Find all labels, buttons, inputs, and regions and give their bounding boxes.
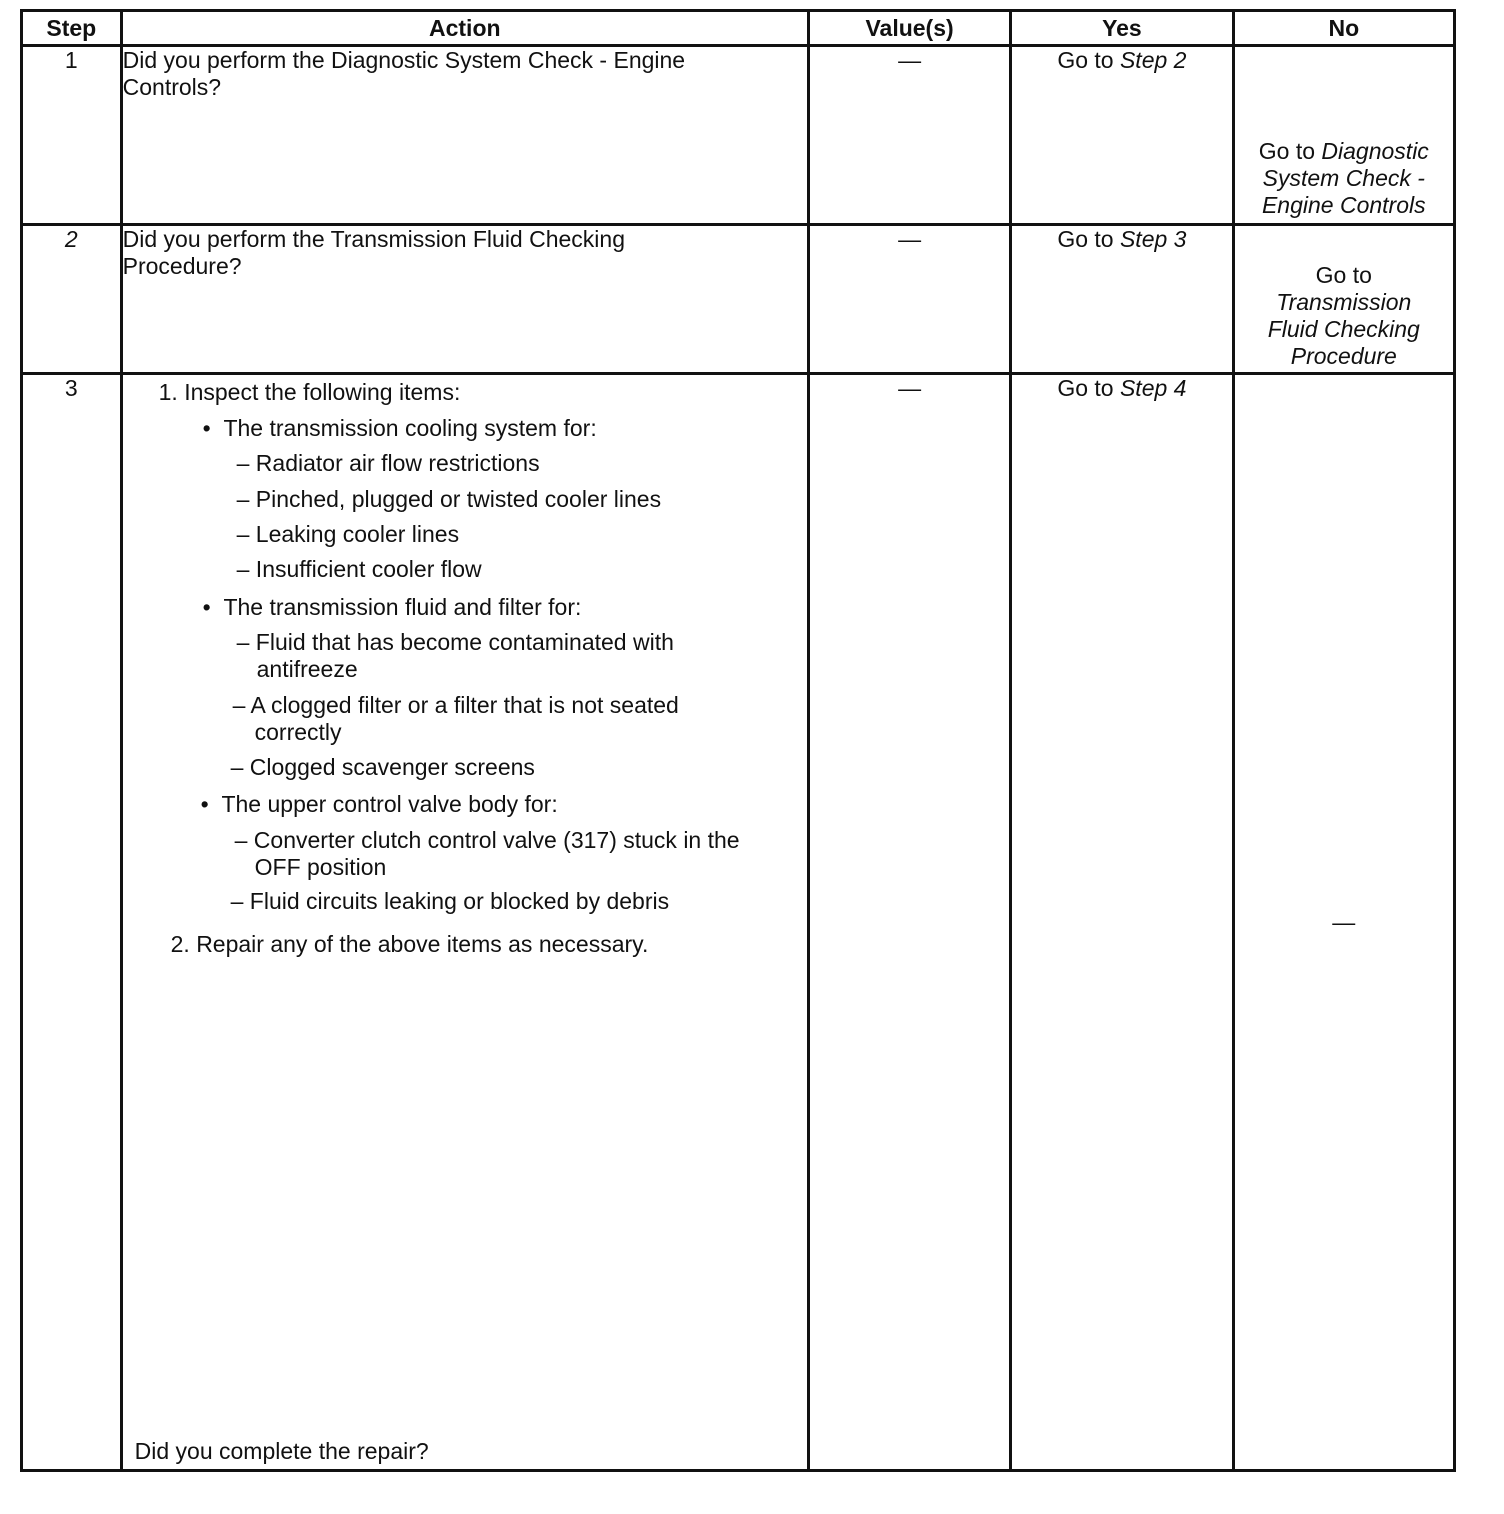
bullet-cooling-system <box>203 415 597 442</box>
sub-item: – Pinched, plugged or twisted cooler lines <box>236 486 662 512</box>
header-yes: Yes <box>1011 11 1233 46</box>
action-question: Did you complete the repair? <box>134 1438 429 1464</box>
header-no: No <box>1233 11 1454 46</box>
header-row <box>22 11 1455 46</box>
yes-step-link[interactable]: Step 3 <box>1119 226 1187 252</box>
sub-item: – Converter clutch control valve (317) stuck in the <box>234 827 740 853</box>
table-row <box>22 374 1455 1471</box>
sub-item: – Fluid circuits leaking or blocked by debris <box>230 888 670 914</box>
yes-cell <box>1011 46 1233 225</box>
sub-item: – Radiator air flow restrictions <box>236 450 540 476</box>
sub-item: – Leaking cooler lines <box>236 521 460 547</box>
header-action: Action <box>121 11 808 46</box>
procedure-item-1: 1. Inspect the following items: <box>158 379 461 405</box>
yes-step-link[interactable]: Step 2 <box>1119 47 1187 73</box>
sub-item: – A clogged filter or a filter that is not seated <box>232 692 679 718</box>
value-dash: — <box>898 226 922 252</box>
yes-prefix: Go to <box>1057 375 1120 401</box>
no-cell <box>1233 374 1454 1471</box>
header-values: Value(s) <box>808 11 1010 46</box>
bullet-text: The upper control valve body for: <box>221 791 558 817</box>
no-link-fluid-checking-procedure[interactable]: Transmission Fluid Checking Procedure <box>1267 289 1420 369</box>
yes-cell <box>1011 374 1233 1471</box>
procedure-item-2: 2. Repair any of the above items as necessary. <box>170 931 649 957</box>
yes-prefix: Go to <box>1057 47 1120 73</box>
value-cell <box>808 225 1010 374</box>
no-dash: — <box>1332 908 1356 935</box>
sub-item: – Fluid that has become contaminated with <box>236 629 674 655</box>
sub-item-continued: OFF position <box>254 854 387 880</box>
step-number: 3 <box>22 374 122 1471</box>
action-procedure <box>121 374 808 1471</box>
table-row <box>22 225 1455 374</box>
action-question: Did you perform the Diagnostic System Check - Engine Controls? <box>122 47 686 100</box>
sub-item: – Insufficient cooler flow <box>236 556 482 582</box>
no-text <box>1235 138 1453 219</box>
sub-item-continued: correctly <box>254 719 342 745</box>
no-cell <box>1233 46 1454 225</box>
action-text <box>121 46 808 225</box>
diagnostic-table <box>20 9 1456 1472</box>
bullet-dot: • <box>202 594 224 620</box>
no-prefix: Go to <box>1315 262 1372 288</box>
bullet-dot: • <box>202 415 224 441</box>
action-question: Did you perform the Transmission Fluid Checking Procedure? <box>122 226 625 279</box>
step-number: 2 <box>22 225 122 374</box>
yes-step-link[interactable]: Step 4 <box>1119 375 1187 401</box>
bullet-text: The transmission cooling system for: <box>223 415 597 441</box>
bullet-text: The transmission fluid and filter for: <box>223 594 582 620</box>
bullet-fluid-filter <box>203 594 582 621</box>
no-prefix: Go to <box>1258 138 1322 164</box>
value-dash: — <box>898 47 922 73</box>
yes-prefix: Go to <box>1057 226 1120 252</box>
no-link-diagnostic-system-check[interactable]: Diagnostic System Check - Engine Controls <box>1261 138 1429 218</box>
sub-item-continued: antifreeze <box>256 656 358 682</box>
bullet-dot: • <box>200 791 222 817</box>
action-text <box>121 225 808 374</box>
value-cell <box>808 46 1010 225</box>
step-number: 1 <box>22 46 122 225</box>
yes-cell <box>1011 225 1233 374</box>
value-dash: — <box>898 375 922 401</box>
bullet-control-valve-body <box>201 791 558 818</box>
value-cell <box>808 374 1010 1471</box>
table-row <box>22 46 1455 225</box>
header-step: Step <box>22 11 122 46</box>
no-cell <box>1233 225 1454 374</box>
sub-item: – Clogged scavenger screens <box>230 754 535 780</box>
